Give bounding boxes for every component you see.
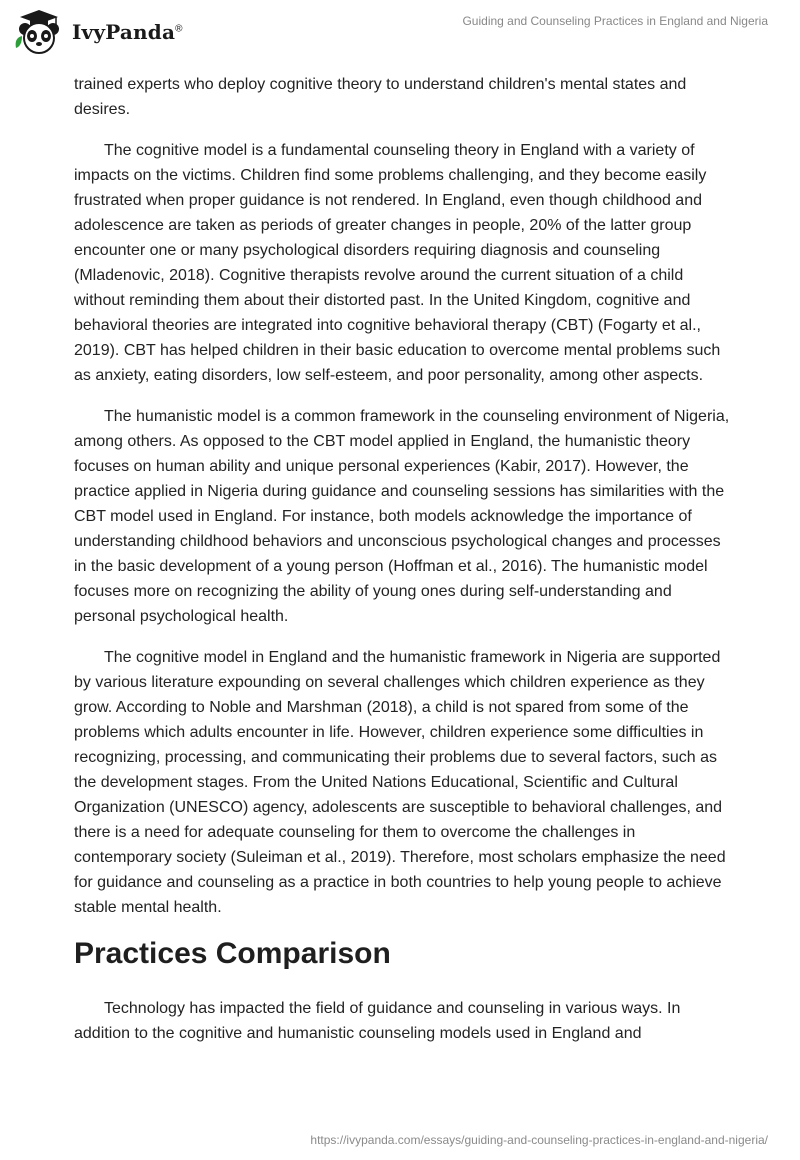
panda-graduate-icon xyxy=(12,8,64,56)
paragraph-cognitive-model: The cognitive model is a fundamental counseling theory in England with a variety of impacts on the victims. Children find some problems challenging, and they become easily frustrated when proper guidance is not rendered. In England, even though childhood and adolescence are taken as periods of greater changes in people, 20% of the latter group encounter one or many psychological disorders requiring diagnosis and counseling (Mladenovic, 2018). Cognitive therapists revolve around the current situation of a child without reminding them about their distorted past. In the United Kingdom, cognitive and behavioral theories are integrated into cognitive behavioral therapy (CBT) (Fogarty et al., 2019). CBT has helped children in their basic education to overcome mental problems such as anxiety, eating disorders, low self-esteem, and poor personality, among other aspects. xyxy=(74,142,721,384)
brand-name: IvyPanda® xyxy=(72,20,183,44)
document-title: Guiding and Counseling Practices in England and Nigeria xyxy=(462,14,768,28)
page-header xyxy=(0,0,800,60)
paragraph-literature-support: The cognitive model in England and the humanistic framework in Nigeria are supported by various literature expounding on several challenges which children experience as they grow. According to Noble and Marshman (2018), a child is not spared from some of the problems which adults encounter in life. However, children experience some difficulties in recognizing, processing, and communicating their problems due to several factors, such as the development stages. From the United Nations Educational, Scientific and Cultural Organization (UNESCO) agency, adolescents are susceptible to behavioral challenges, and there is a need for adequate counseling for them to overcome the challenges in contemporary society (Suleiman et al., 2019). Therefore, most scholars emphasize the need for guidance and counseling as a practice in both countries to help young people to achieve stable mental health. xyxy=(74,649,726,916)
article-body xyxy=(74,72,730,1062)
registered-mark: ® xyxy=(175,23,183,35)
brand-logo-link[interactable] xyxy=(12,8,183,56)
paragraph-continuation: trained experts who deploy cognitive theory to understand children's mental states and desires. xyxy=(74,76,687,118)
section-heading: Practices Comparison xyxy=(74,937,391,970)
paragraph-technology: Technology has impacted the field of guidance and counseling in various ways. In addition to the cognitive and humanistic counseling models used in England and xyxy=(74,1000,681,1042)
source-url-link[interactable]: https://ivypanda.com/essays/guiding-and-counseling-practices-in-england-and-nigeria/ xyxy=(310,1133,768,1147)
paragraph-humanistic-model: The humanistic model is a common framework in the counseling environment of Nigeria, among others. As opposed to the CBT model applied in England, the humanistic theory focuses on human ability and unique personal experiences (Kabir, 2017). However, the practice applied in Nigeria during guidance and counseling sessions has similarities with the CBT model used in England. For instance, both models acknowledge the importance of understanding childhood behaviors and unconscious psychological changes and processes in the basic development of a young person (Hoffman et al., 2016). The humanistic model focuses more on recognizing the ability of young ones during self-understanding and personal psychological health. xyxy=(74,408,730,625)
